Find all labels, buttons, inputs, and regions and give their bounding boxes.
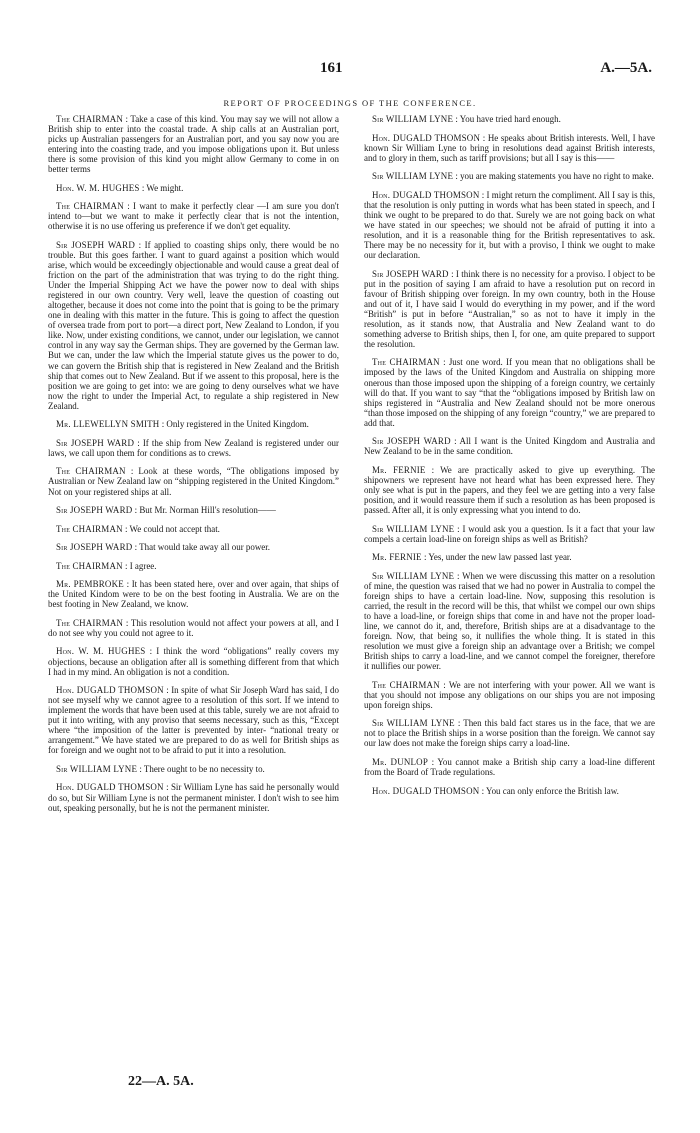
speech-paragraph [48, 438, 339, 458]
speech-paragraph [364, 114, 655, 124]
speaker-name: Mr. DUNLOP [372, 756, 429, 767]
speech-paragraph [364, 436, 655, 456]
footer-signature: 22—A. 5A. [128, 1074, 194, 1089]
speech-text: : We are practically asked to give up everything. The shipowners we represent have not heard what has been expressed here. They only see what is put in the papers, and they feel we are getting into a very false position, and it would reassure them if such a resolution as has been proposed is passed. After all, it is only expressing what you intend to do. [364, 464, 655, 516]
speech-paragraph [364, 786, 655, 796]
speaker-name: Hon. DUGALD THOMSON [372, 132, 481, 143]
speaker-name: The CHAIRMAN [372, 679, 440, 690]
speech-paragraph [364, 718, 655, 748]
speech-paragraph [48, 579, 339, 609]
speech-text: : You cannot make a British ship carry a load-line different from the Board of Trade regulations. [364, 756, 656, 778]
report-title: REPORT OF PROCEEDINGS OF THE CONFERENCE. [223, 98, 477, 108]
speaker-name: Mr. LLEWELLYN SMITH [56, 419, 160, 430]
speech-text: : Sir William Lyne has said he personally would do so, but Sir William Lyne is not the permanent minister. I don't wish to see him out, speaking personally, but he is not the permanent minister. [48, 782, 340, 813]
speaker-name: Sir WILLIAM LYNE [372, 114, 454, 124]
speech-text: : You can only enforce the British law. [481, 785, 619, 796]
speech-text: : Take a case of this kind. You may say we will not allow a British ship to enter into the coastal trade. A ship calls at an Australian port, picks up Australian passengers for an Australian port, and you say now you are entering into the coasting trade, and you impose obligations upon it. But unless there is some provision of this kind you might allow Germany to come in on better terms [48, 114, 340, 175]
speech-text: : All I want is the United Kingdom and Australia and New Zealand to be in the same condition. [364, 436, 655, 457]
speech-paragraph [48, 685, 339, 755]
speaker-name: Sir JOSEPH WARD [56, 437, 135, 448]
speech-text: : This resolution would not affect your powers at all, and I do not see why you could not agree to it. [48, 617, 340, 638]
speech-text: : Look at these words, “The obligations imposed by Australian or New Zealand law on “shipping registered in the United Kingdom.” Not on your registered ships at all. [48, 466, 339, 497]
speaker-name: Hon. DUGALD THOMSON [372, 189, 480, 200]
speech-text: : But Mr. Norman Hill's resolution—— [134, 505, 276, 516]
speech-paragraph [364, 552, 655, 562]
speech-text: : In spite of what Sir Joseph Ward has said, I do not see myself why we cannot agree to a resolution of this sort. If we intend to implement the words that have been used at this table, surely we are not afraid to put it into writing, with any proviso that seems necessary, such as this, “Except where “the imposition of the latter is prevented by inter- “national treaty or arrangement.” We have stated we are prepared to do as well for British ships as for foreign and we ought not to be afraid to put it into a resolution. [48, 685, 339, 756]
speech-text: : We are not interfering with your power. All we want is that you should not impose any obligations on our ships you are not imposing upon foreign ships. [364, 679, 655, 710]
speech-text: : Yes, under the new law passed last year. [423, 552, 572, 563]
speech-paragraph [48, 240, 339, 411]
page-number: 161 [320, 60, 343, 76]
speech-text: : Only registered in the United Kingdom. [161, 419, 309, 430]
speech-paragraph [48, 542, 339, 552]
speech-paragraph [48, 419, 339, 429]
speaker-name: The CHAIRMAN [56, 560, 123, 571]
speech-paragraph [364, 269, 655, 349]
speaker-name: The CHAIRMAN [56, 466, 126, 477]
speech-text: : Just one word. If you mean that no obligations shall be imposed by the laws of the United Kingdom and Australia on shipping more onerous than those imposed upon the shipping of a foreign country, we certainly will do that. If you want to say “that the “obligations imposed by British law on ships registered in “Australia and New Zealand should not be more onerous “than those imposed on the shipping of any foreign “country,” we are prepared to add that. [364, 357, 656, 428]
speaker-name: Sir WILLIAM LYNE [372, 523, 455, 534]
speaker-name: Sir JOSEPH WARD [56, 239, 136, 250]
speech-paragraph [48, 183, 339, 193]
speech-text: : He speaks about British interests. Well, I have known Sir William Lyne to bring in resolutions dead against British interests, and to glory in them, such as tariff provisions; but all I say is this—— [364, 132, 656, 163]
speech-text: : I want to make it perfectly clear —I am sure you don't intend to—but we want to make it perfectly clear that is not the intention, otherwise it is no use offering us preference if we don't get equality. [48, 201, 340, 232]
speaker-name: Sir WILLIAM LYNE [372, 570, 455, 581]
speech-text: : I agree. [125, 560, 157, 571]
speech-paragraph [364, 757, 655, 777]
speaker-name: Sir WILLIAM LYNE [56, 763, 138, 774]
speech-text: : We might. [141, 182, 184, 193]
speech-paragraph [364, 357, 655, 427]
speech-paragraph [48, 561, 339, 571]
speech-paragraph [48, 782, 339, 812]
speech-text: : I would ask you a question. Is it a fact that your law compels a certain load-line on foreign ships as well as British? [364, 523, 655, 544]
speaker-name: Sir JOSEPH WARD [56, 542, 133, 553]
speaker-name: Hon. DUGALD THOMSON [372, 785, 480, 796]
speaker-name: The CHAIRMAN [56, 617, 124, 628]
speaker-name: The CHAIRMAN [56, 523, 123, 534]
speech-paragraph [48, 764, 339, 774]
speaker-name: Mr. FERNIE [372, 552, 422, 563]
speaker-name: Sir WILLIAM LYNE [372, 718, 455, 729]
speech-text: : Then this bald fact stares us in the face, that we are not to place the British ships in a worse position than the foreign. We cannot say our law does not make the foreign ships carry a load-line. [364, 718, 656, 749]
speech-text: : I think there is no necessity for a proviso. I object to be put in the position of saying I am afraid to have a resolution put on record in favour of British shipping over foreign. In my own country, both in the House and out of it, I have said I would do everything in my power, and if the word “British” is put in before “Australian,” so as not to have it imply in the resolution, as it stands now, that Australia and New Zealand want to do something adverse to British ships, then I, for one, am quite prepared to support the resolution. [364, 268, 655, 349]
speech-text: : I think the word “obligations” really covers my objections, because an obligation after all is something different from that which I had in my mind. An obligation is not a condition. [48, 646, 339, 677]
speaker-name: Hon. DUGALD THOMSON [56, 685, 164, 696]
speech-paragraph [48, 466, 339, 496]
right-column [364, 114, 655, 804]
speech-text: : There ought to be no necessity to. [139, 763, 265, 774]
speech-text: : It has been stated here, over and over again, that ships of the United Kindom were to be on the best footing in Australia. We are on the best footing in New Zealand, we know. [48, 579, 339, 610]
speech-paragraph [48, 646, 339, 676]
speaker-name: The CHAIRMAN [56, 114, 124, 124]
speaker-name: Hon. W. M. HUGHES [56, 646, 146, 657]
speech-paragraph [364, 680, 655, 710]
speaker-name: Hon. W. M. HUGHES [56, 182, 140, 193]
paper-reference: A.—5A. [600, 60, 652, 76]
speaker-name: Mr. PEMBROKE [56, 579, 124, 590]
speaker-name: Hon. DUGALD THOMSON [56, 782, 164, 793]
speaker-name: The CHAIRMAN [372, 357, 440, 368]
speech-paragraph [48, 201, 339, 231]
speech-text: : That would take away all our power. [134, 542, 270, 553]
speech-paragraph [48, 505, 339, 515]
speaker-name: The CHAIRMAN [56, 201, 124, 212]
speaker-name: Sir JOSEPH WARD [372, 268, 449, 279]
speech-paragraph [364, 524, 655, 544]
speech-paragraph [364, 465, 655, 515]
speaker-name: Sir JOSEPH WARD [372, 436, 451, 447]
speech-paragraph [48, 114, 339, 174]
speech-paragraph [48, 524, 339, 534]
speech-text: : You have tried hard enough. [455, 114, 561, 124]
speech-text: : If the ship from New Zealand is registered under our laws, we call upon them for conditions as to crews. [48, 437, 339, 458]
speech-paragraph [48, 618, 339, 638]
speech-text: : When we were discussing this matter on a resolution of mine, the question was raised that we had no power in Australia to compel the foreign ships to have a certain load-line. Now, supposing this resolution is carried, the result in the record will be this, that whilst we compel our own ships to have a load-line, or foreign ships that come in and have not the proper load-line, we cannot do it, and, therefore, British ships are at a disadvantage to the foreign. Now, that being so, it nullifies the whole thing. It is stated in this resolution we must give a foreign ship an advantage over a British; we compel British ships to carry a load-line, and we cannot compel the foreigner, therefore it nullifies our power. [364, 570, 656, 672]
speech-text: : you are making statements you have no right to make. [455, 171, 654, 182]
speech-paragraph [364, 571, 655, 671]
speech-paragraph [364, 133, 655, 163]
left-column [48, 114, 339, 821]
speaker-name: Mr. FERNIE [372, 464, 426, 475]
speech-text: : I might return the compliment. All I say is this, that the resolution is only putting in words what has been stated in speech, and I think we ought to be prepared to do that. Surely we are not going back on what we have stated in our speeches; we should not be afraid of putting it into a resolution, and it is a reasonable thing for the British representatives to ask. There may be no necessity for it, but with a proviso, I think we ought to make our declaration. [364, 189, 655, 261]
speech-paragraph [364, 171, 655, 181]
speech-text: : If applied to coasting ships only, there would be no trouble. But this goes farther. I want to guard against a position which would arise, which would be exceedingly objectionable and would cause a great deal of friction on the part of the administration that was trying to do the right thing. Under the Imperial Shipping Act we have the power now to deal with ships registered in our own country. Very well, leave the question of coasting out altogether, because it does not come into the point that is going to be the primary one in dealing with this matter in the future. This is going to affect the question of oversea trade from port to port—a direct port, New Zealand to London, if you like. Now, under existing conditions, we cannot, under our legislation, we cannot control in any way say the German ships. They are governed by the German law. But we can, under the law which the Imperial statute gives us the power to do, we can govern the British ship that is registered in New Zealand and the British ship that comes out to New Zealand. But if we assent to this proposal, here is the position we are going to get into: we are going to deny ourselves what we have now the right to under the Imperial Act, to regulate a ship registered in New Zealand. [48, 239, 339, 411]
speech-text: : We could not accept that. [125, 523, 220, 534]
speaker-name: Sir JOSEPH WARD [56, 505, 133, 516]
speech-paragraph [364, 190, 655, 260]
speaker-name: Sir WILLIAM LYNE [372, 171, 454, 182]
